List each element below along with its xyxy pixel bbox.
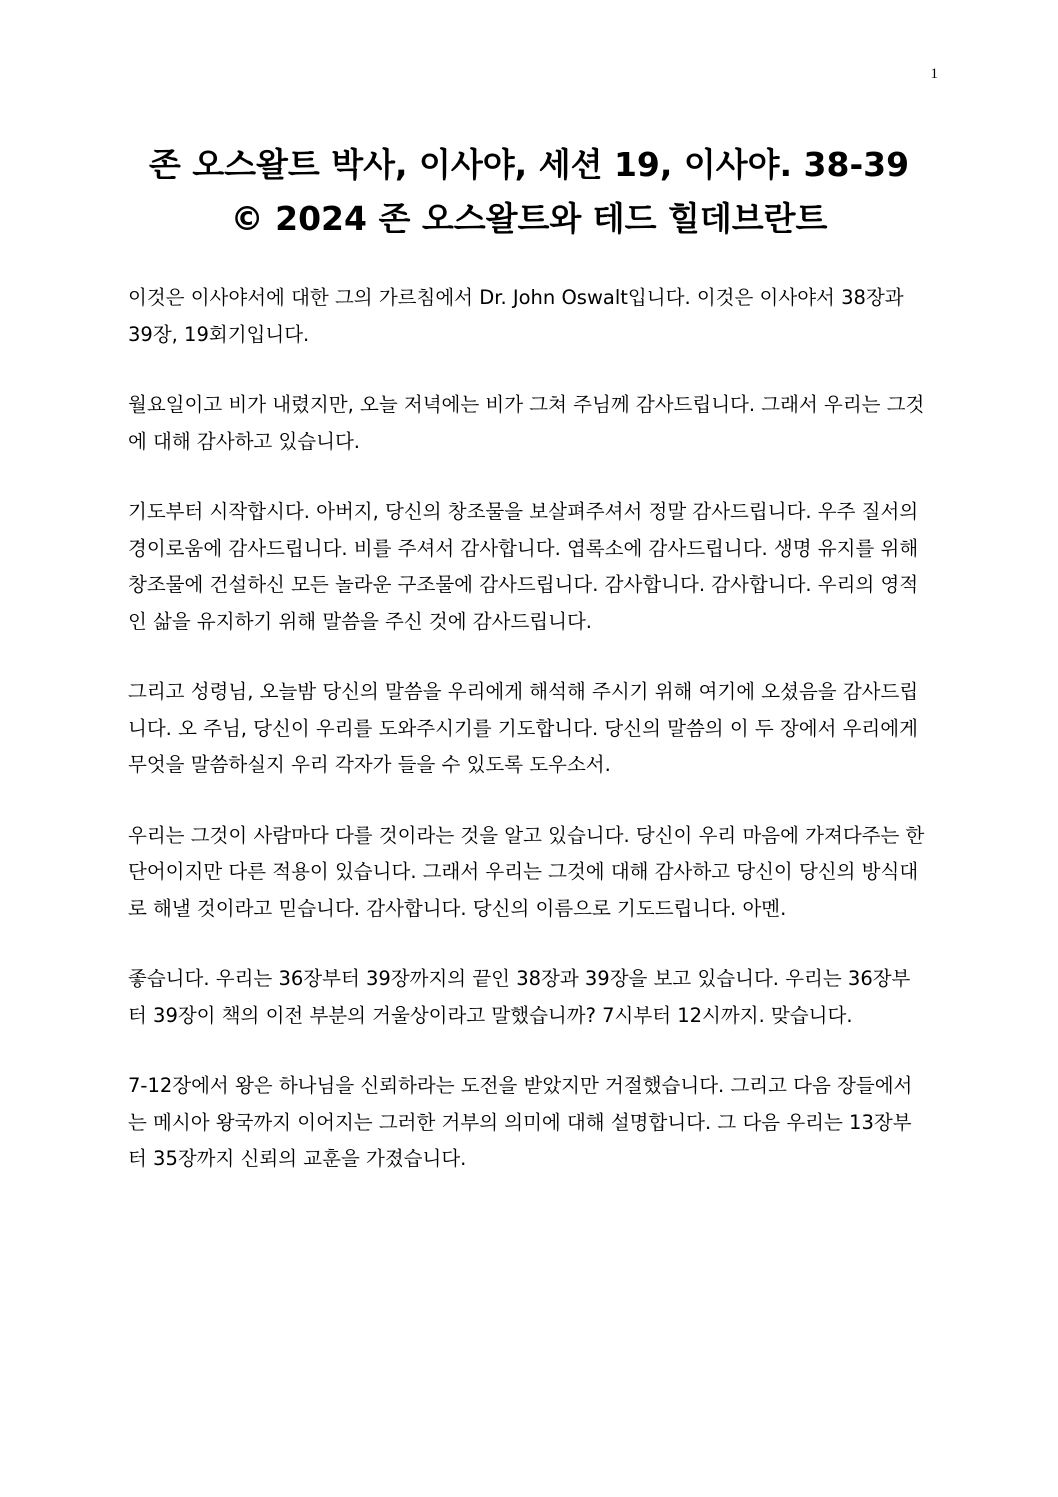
- paragraph: 우리는 그것이 사람마다 다를 것이라는 것을 알고 있습니다. 당신이 우리 마음에 가져다주는 한 단어이지만 다른 적용이 있습니다. 그래서 우리는 그것에 대해 감사하고 당신이 당신의 방식대로 해낼 것이라고 믿습니다. 감사합니다. 당신의 이름으로 기도드립니다. 아멘.: [128, 823, 925, 920]
- body-text: [128, 280, 928, 1212]
- page-number: 1: [930, 66, 938, 82]
- title-line-1: 존 오스왈트 박사, 이사야, 세션 19, 이사야. 38-39: [148, 145, 910, 184]
- title-line-2: © 2024 존 오스왈트와 테드 힐데브란트: [230, 199, 828, 238]
- document-title: [100, 138, 958, 246]
- paragraph: 7-12장에서 왕은 하나님을 신뢰하라는 도전을 받았지만 거절했습니다. 그리고 다음 장들에서는 메시아 왕국까지 이어지는 그러한 거부의 의미에 대해 설명합니다. 그 다음 우리는 13장부터 35장까지 신뢰의 교훈을 가졌습니다.: [128, 1074, 913, 1170]
- paragraph: 이것은 이사야서에 대한 그의 가르침에서 Dr. John Oswalt입니다. 이것은 이사야서 38장과 39장, 19회기입니다.: [128, 286, 904, 346]
- paragraph: 기도부터 시작합시다. 아버지, 당신의 창조물을 보살펴주셔서 정말 감사드립니다. 우주 질서의 경이로움에 감사드립니다. 비를 주셔서 감사합니다. 엽록소에 감사드립니다. 생명 유지를 위해 창조물에 건설하신 모든 놀라운 구조물에 감사드립니다. 감사합니다. 감사합니다. 우리의 영적인 삶을 유지하기 위해 말씀을 주신 것에 감사드립니다.: [128, 500, 919, 633]
- paragraph: 월요일이고 비가 내렸지만, 오늘 저녁에는 비가 그쳐 주님께 감사드립니다. 그래서 우리는 그것에 대해 감사하고 있습니다.: [128, 393, 925, 453]
- paragraph: 좋습니다. 우리는 36장부터 39장까지의 끝인 38장과 39장을 보고 있습니다. 우리는 36장부터 39장이 책의 이전 부분의 거울상이라고 말했습니까? 7시부터 12시까지. 맞습니다.: [128, 967, 911, 1027]
- paragraph: 그리고 성령님, 오늘밤 당신의 말씀을 우리에게 해석해 주시기 위해 여기에 오셨음을 감사드립니다. 오 주님, 당신이 우리를 도와주시기를 기도합니다. 당신의 말씀의 이 두 장에서 우리에게 무엇을 말씀하실지 우리 각자가 들을 수 있도록 도우소서.: [128, 680, 919, 776]
